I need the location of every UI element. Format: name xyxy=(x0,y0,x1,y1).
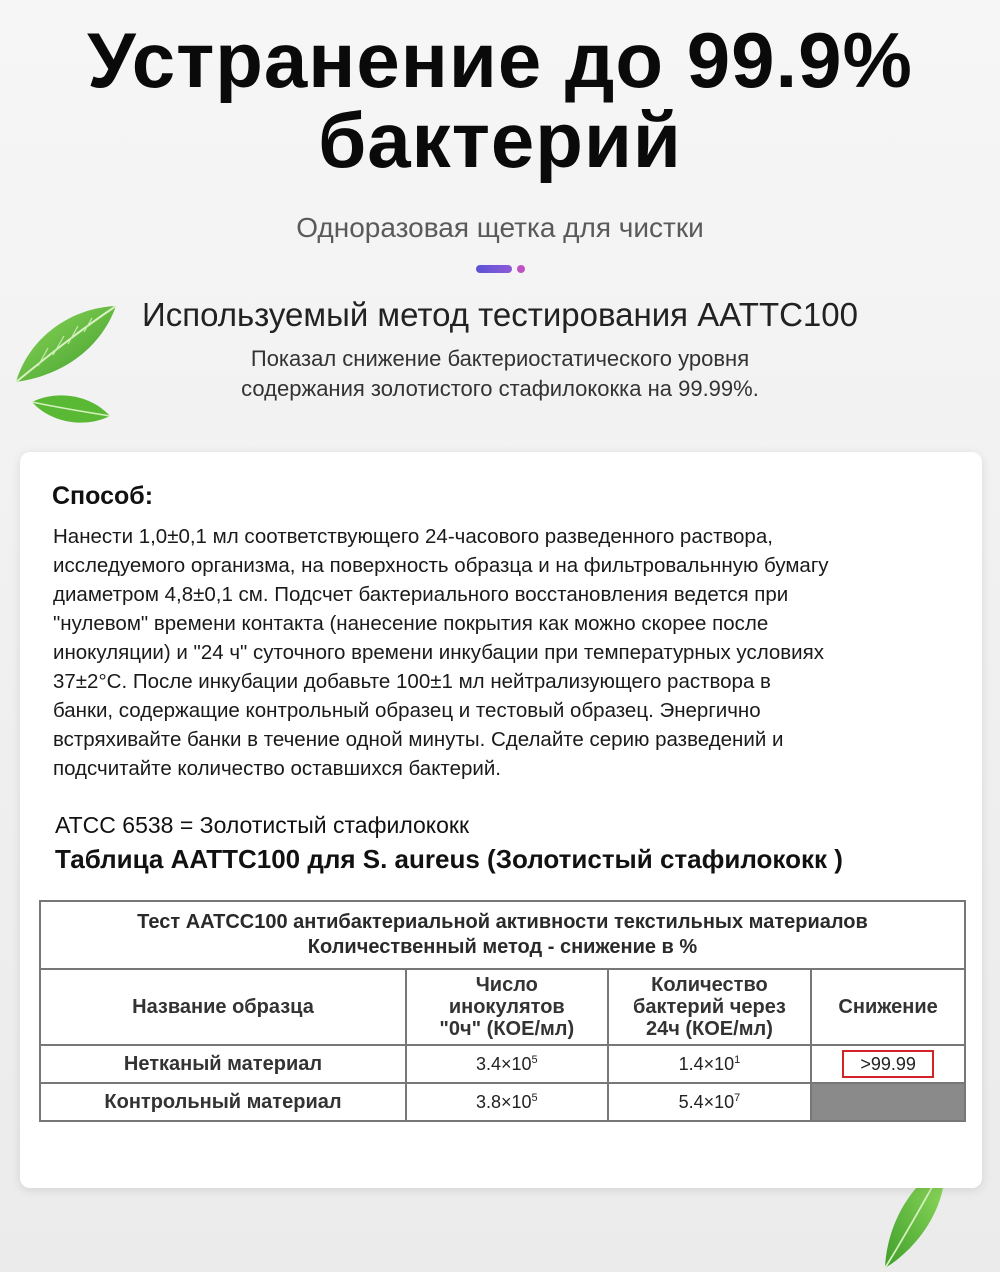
accent-dot xyxy=(517,265,525,273)
table-title: Таблица AATTC100 для S. aureus (Золотистый стафилококк ) xyxy=(55,844,843,874)
method-text-line: встряхивайте банки в течение одной минуты. Сделайте серию разведений и xyxy=(53,728,784,751)
accent-bar xyxy=(476,265,512,273)
column-header-sample xyxy=(40,969,406,1045)
column-header-reduction xyxy=(811,969,965,1045)
column-header-label: "0ч" (КОЕ/мл) xyxy=(439,1018,575,1040)
inoculum-value: $3.8\times 10^5$ xyxy=(406,1083,608,1121)
method-desc-line2: содержания золотистого стафилококка на 99.99%. xyxy=(241,376,759,401)
table-column-headers xyxy=(40,969,965,1045)
method-title: Используемый метод тестирования AATTC100 xyxy=(142,296,858,333)
column-header-inoculum xyxy=(406,969,608,1045)
bacteria-24h-value: $5.4\times 10^7$ xyxy=(608,1083,812,1121)
table-row xyxy=(40,1045,965,1083)
info-card xyxy=(20,452,982,1188)
column-header-label: Название образца xyxy=(132,996,314,1018)
column-header-label: 24ч (КОЕ/мл) xyxy=(645,1018,773,1040)
results-table xyxy=(39,900,966,1122)
method-text-line: подсчитайте количество оставшихся бактерий. xyxy=(53,757,501,780)
subtitle: Одноразовая щетка для чистки xyxy=(296,212,704,243)
method-desc-line1: Показал снижение бактериостатического уровня xyxy=(250,346,750,371)
table-caption xyxy=(40,901,965,969)
column-header-bacteria-24h xyxy=(608,969,812,1045)
method-text-line: исследуемого организма, на поверхность образца и на фильтровальнную бумагу xyxy=(53,554,829,577)
main-title-line2: бактерий xyxy=(318,96,682,184)
bacteria-24h-value: $1.4\times 10^1$ xyxy=(608,1045,812,1083)
accent-divider xyxy=(476,265,530,273)
method-section-title: Способ: xyxy=(52,482,154,510)
sample-name: Нетканый материал xyxy=(40,1045,406,1083)
column-header-label: Количество xyxy=(651,974,768,996)
method-description xyxy=(0,344,1000,404)
inoculum-value: $3.4\times 10^5$ xyxy=(406,1045,608,1083)
column-header-label: бактерий через xyxy=(633,996,786,1018)
method-text-line: банки, содержащие контрольный образец и тестовый образец. Энергично xyxy=(53,699,761,722)
table-header-row xyxy=(40,901,965,969)
reduction-highlight: >99.99 xyxy=(842,1050,934,1078)
method-text-line: "нулевом" времени контакта (нанесение покрытия как можно скорее после xyxy=(53,612,769,635)
reduction-empty-cell xyxy=(811,1083,965,1121)
column-header-label: инокулятов xyxy=(448,996,565,1018)
method-text-line: 37±2°С. После инкубации добавьте 100±1 мл нейтрализующего раствора в xyxy=(53,670,771,693)
method-text-line: Нанести 1,0±0,1 мл соответствующего 24-часового разведенного раствора, xyxy=(53,525,773,548)
reduction-value xyxy=(811,1045,965,1083)
atcc-note: ATCC 6538 = Золотистый стафилококк xyxy=(55,812,470,838)
method-text-line: инокуляции) и "24 ч" суточного времени инкубации при температурных условиях xyxy=(53,641,824,664)
table-caption-line2: Количественный метод - снижение в % xyxy=(307,936,698,958)
sample-name: Контрольный материал xyxy=(40,1083,406,1121)
column-header-label: Снижение xyxy=(838,996,938,1018)
method-text-line: диаметром 4,8±0,1 см. Подсчет бактериального восстановления ведется при xyxy=(53,583,789,606)
column-header-label: Число xyxy=(475,974,538,996)
table-caption-line1: Тест AATCC100 антибактериальной активности текстильных материалов xyxy=(137,911,868,933)
table-row xyxy=(40,1083,965,1121)
main-title xyxy=(0,16,1000,184)
main-title-line1: Устранение до 99.9% xyxy=(87,16,913,104)
method-section-text xyxy=(53,522,978,783)
